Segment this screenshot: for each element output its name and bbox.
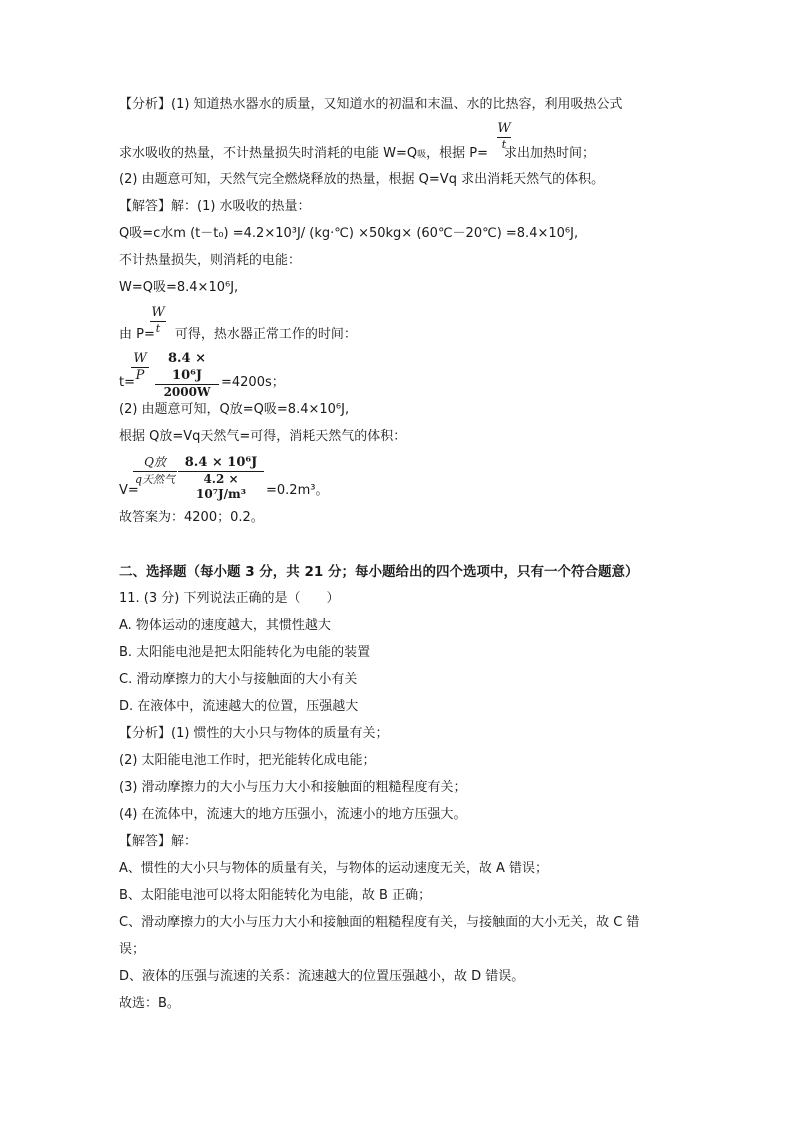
analysis-item: (3) 滑动摩擦力的大小与压力大小和接触面的粗糙程度有关； xyxy=(119,780,467,795)
energy-equation: W=Q吸=8.4×10⁶J, xyxy=(119,280,239,295)
frac-denominator: t xyxy=(150,321,166,335)
no-loss-text: 不计热量损失，则消耗的电能： xyxy=(119,253,302,268)
power-formula-line xyxy=(119,326,357,344)
frac-numerator: Q放 xyxy=(144,455,166,469)
option-a: A. 物体运动的速度越大，其惯性越大 xyxy=(119,618,331,633)
final-choice: 故选：B。 xyxy=(119,996,180,1011)
text: ，根据 P= xyxy=(426,146,489,161)
text: 求水吸收的热量，不计热量损失时消耗的电能 W=Q xyxy=(119,146,418,161)
answer-line: 故答案为：4200；0.2。 xyxy=(119,510,264,525)
answer-item: D、液体的压强与流速的关系：流速越大的位置压强越小，故 D 错误。 xyxy=(119,969,525,984)
analysis-line-3: (2) 由题意可知，天然气完全燃烧释放的热量，根据 Q=Vq 求出消耗天然气的体积。 xyxy=(119,172,605,187)
frac-denominator: q天然气 xyxy=(134,473,176,486)
text: 求出加热时间； xyxy=(504,146,596,161)
option-b: B. 太阳能电池是把太阳能转化为电能的装置 xyxy=(119,645,371,660)
answer-item: 误； xyxy=(119,942,146,957)
text: 由 P= xyxy=(119,327,155,342)
analysis-item: (2) 太阳能电池工作时，把光能转化成电能； xyxy=(119,753,376,768)
answer-heading: 【解答】解：(1) 水吸收的热量： xyxy=(119,199,311,214)
text: 可得，热水器正常工作的时间： xyxy=(174,327,357,342)
section-heading: 二、选择题（每小题 3 分，共 21 分；每小题给出的四个选项中，只有一个符合题意） xyxy=(119,564,639,580)
volume-result: =0.2m³。 xyxy=(266,483,329,498)
analysis-item: (4) 在流体中，流速大的地方压强小，流速小的地方压强大。 xyxy=(119,807,467,822)
fraction-volume-value xyxy=(178,454,264,502)
frac-denominator: 2000W xyxy=(155,384,219,400)
analysis-line-2 xyxy=(119,145,595,164)
frac-numerator: W xyxy=(497,121,511,136)
frac-denominator: t xyxy=(497,137,511,151)
frac-denominator: P xyxy=(131,367,149,383)
volume-formula-line: 根据 Q放=Vq天然气=可得，消耗天然气的体积： xyxy=(119,429,407,444)
fraction-time-value xyxy=(155,350,219,400)
answer-item: C、滑动摩擦力的大小与压力大小和接触面的粗糙程度有关，与接触面的大小无关，故 C 错 xyxy=(119,915,640,930)
time-result: =4200s； xyxy=(221,375,285,390)
analysis-item: 【分析】(1) 惯性的大小只与物体的质量有关； xyxy=(119,726,389,741)
frac-numerator: W xyxy=(133,351,147,366)
frac-numerator: W xyxy=(151,305,165,320)
subscript: 吸 xyxy=(417,150,427,160)
frac-denominator: 4.2 × 10⁷J/m³ xyxy=(178,471,264,502)
question-11: 11. (3 分) 下列说法正确的是（ ） xyxy=(119,591,340,606)
option-d: D. 在液体中，流速越大的位置，压强越大 xyxy=(119,699,359,714)
heat-equation: Q吸=c水m (t－t₀) =4.2×10³J/ (kg·℃) ×50kg× (60℃－20℃) =8.4×10⁶J, xyxy=(119,226,579,241)
analysis-line-1: 【分析】(1) 知道热水器水的质量，又知道水的初温和末温、水的比热容，利用吸热公式 xyxy=(119,97,623,112)
time-prefix: t= xyxy=(119,375,135,390)
fraction-q-over-q xyxy=(133,454,177,487)
volume-prefix: V= xyxy=(119,483,139,498)
option-c: C. 滑动摩擦力的大小与接触面的大小有关 xyxy=(119,672,358,687)
answer-item: B、太阳能电池可以将太阳能转化为电能，故 B 正确； xyxy=(119,888,432,903)
answer-item: A、惯性的大小只与物体的质量有关，与物体的运动速度无关，故 A 错误； xyxy=(119,861,549,876)
heat-release-line: (2) 由题意可知，Q放=Q吸=8.4×10⁶J, xyxy=(119,402,350,417)
frac-numerator: 8.4 × 10⁶J xyxy=(167,351,207,383)
frac-numerator: 8.4 × 10⁶J xyxy=(184,455,258,470)
answer-heading-2: 【解答】解： xyxy=(119,834,198,849)
